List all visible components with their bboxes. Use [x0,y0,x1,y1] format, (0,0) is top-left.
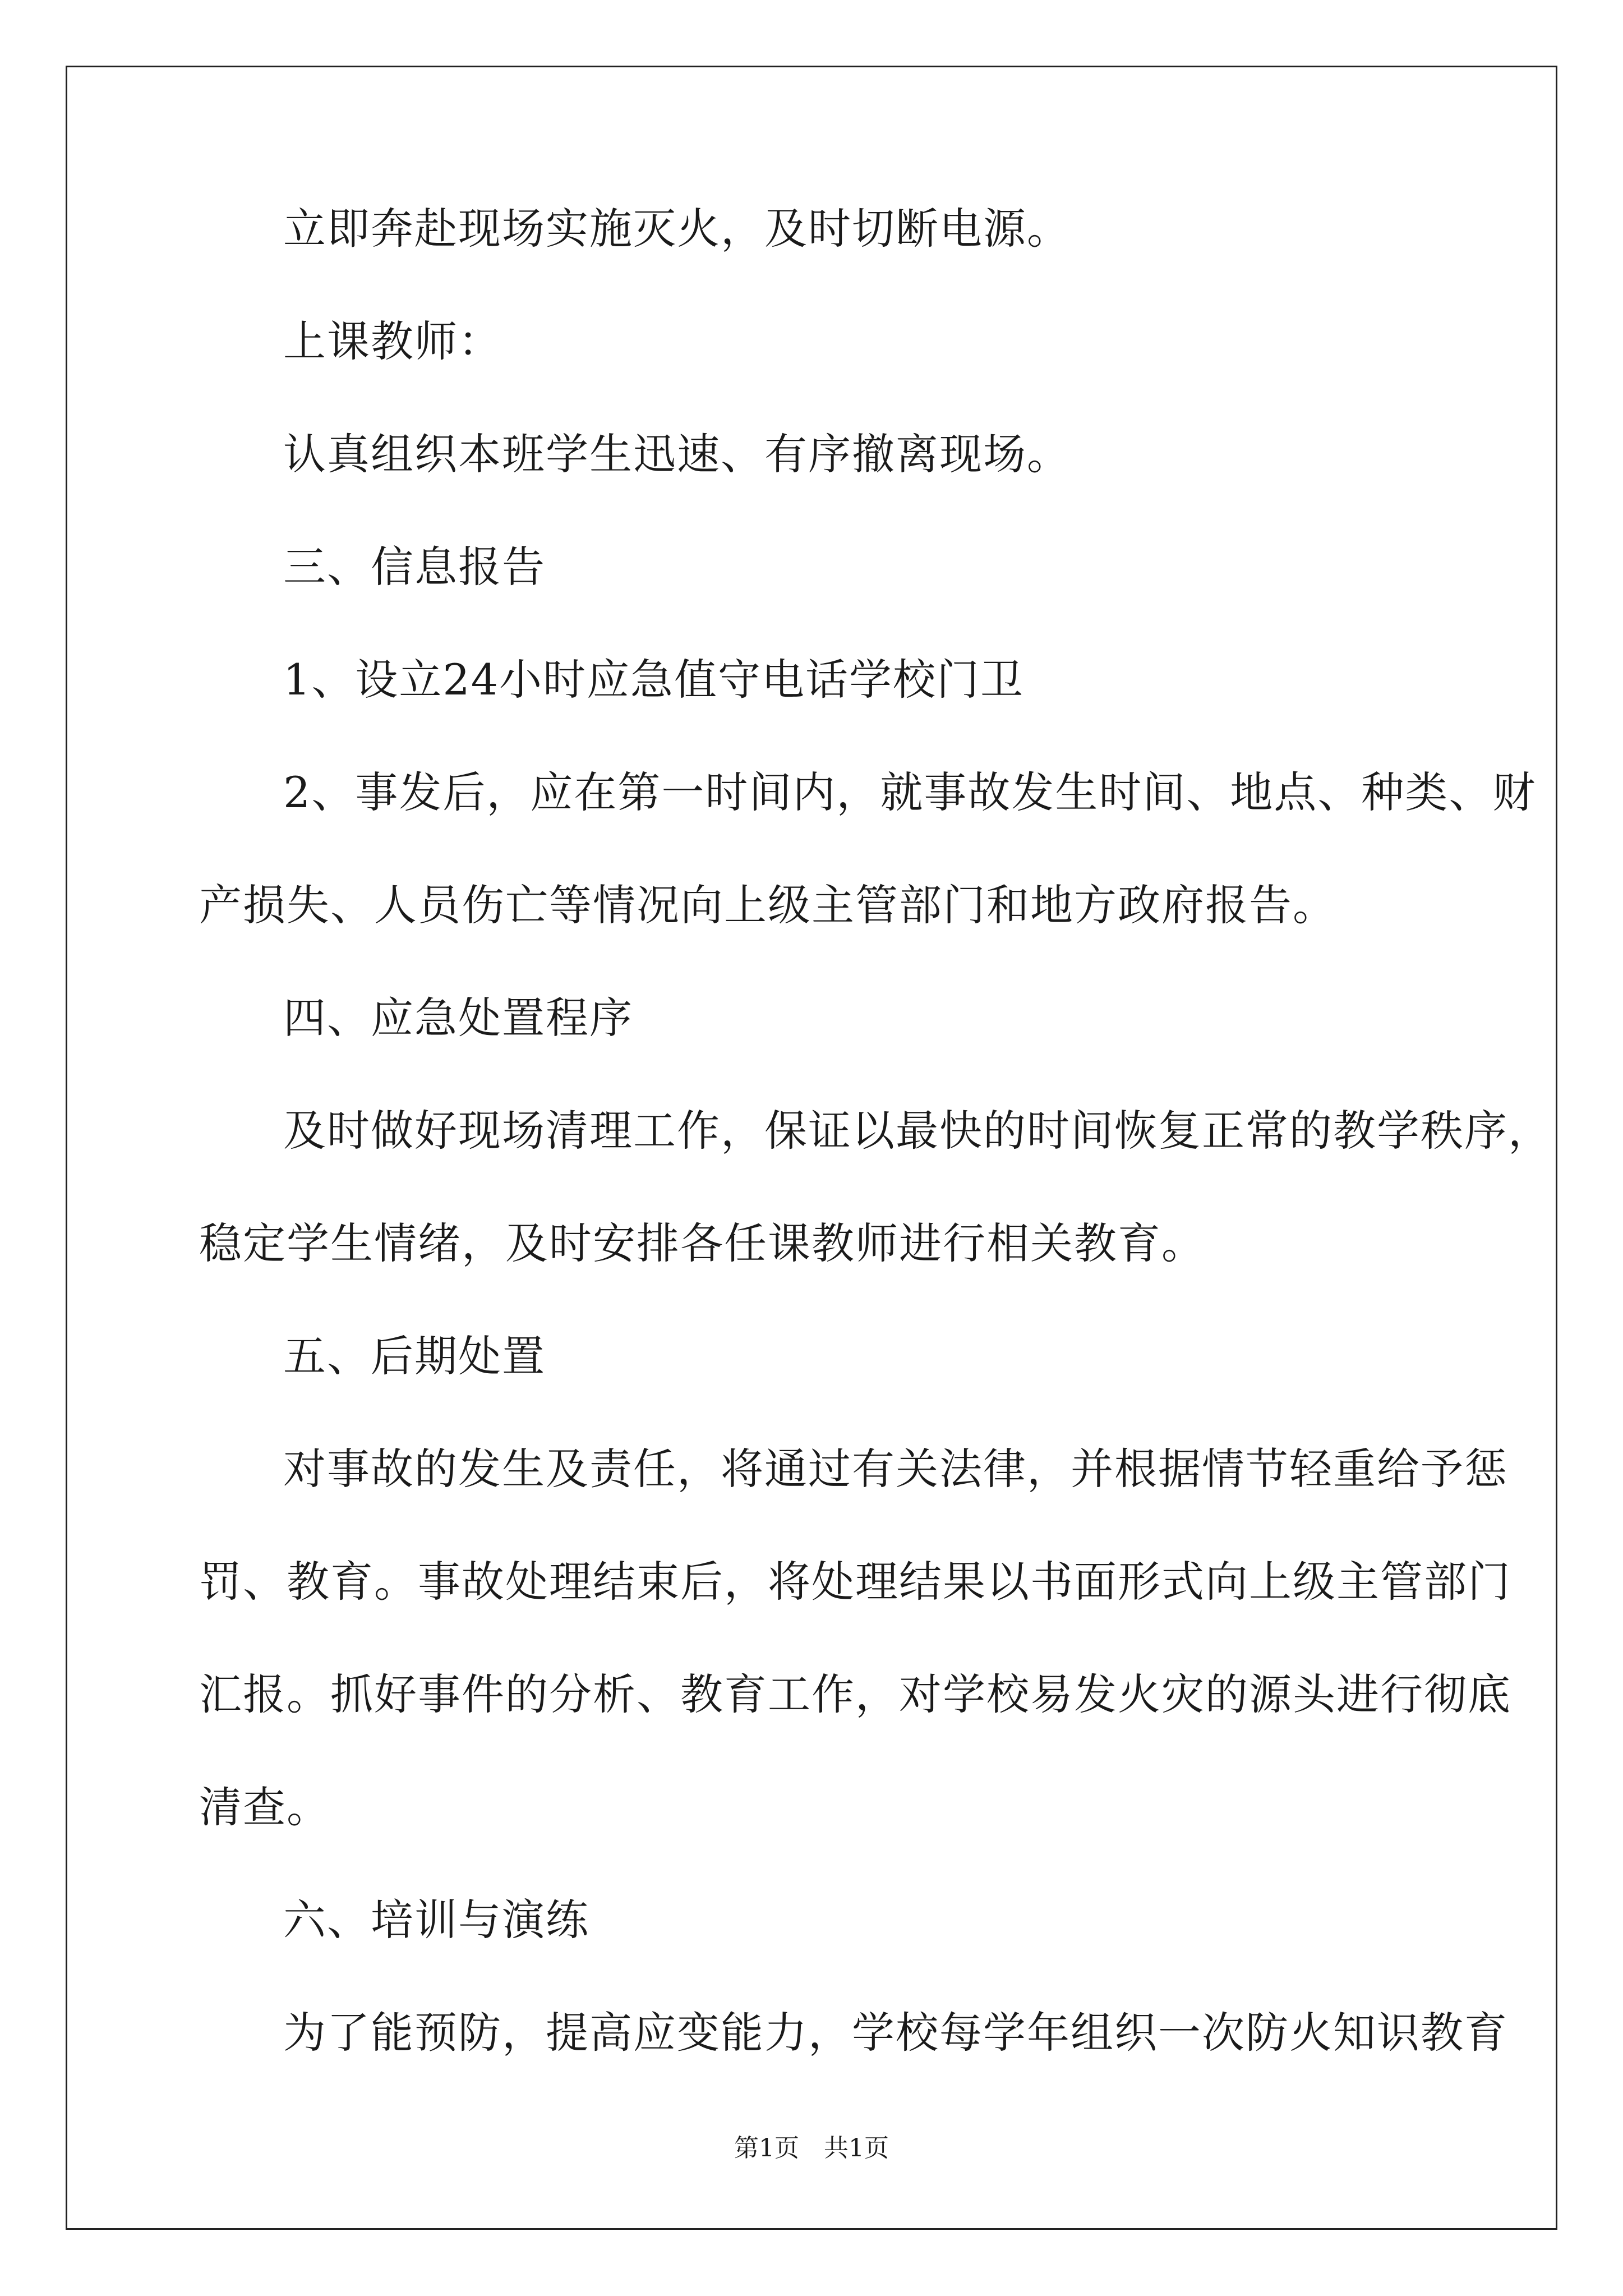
section-heading: 六、培训与演练 [283,1895,589,1945]
paragraph-line: 2、事发后，应在第一时间内，就事故发生时间、地点、种类、财 [283,767,1537,817]
section-heading: 五、后期处置 [283,1331,546,1381]
paragraph-line: 罚、教育。事故处理结束后，将处理结果以书面形式向上级主管部门 [199,1557,1511,1607]
paragraph-line: 1、设立24小时应急值守电话学校门卫 [283,655,1025,705]
paragraph-line: 认真组织本班学生迅速、有序撤离现场。 [283,429,1071,479]
paragraph-line: 产损失、人员伤亡等情况向上级主管部门和地方政府报告。 [199,880,1336,930]
paragraph-line: 立即奔赴现场实施灭火，及时切断电源。 [283,204,1071,254]
paragraph-line: 对事故的发生及责任，将通过有关法律，并根据情节轻重给予惩 [283,1444,1508,1494]
paragraph-line: 上课教师： [283,316,502,366]
paragraph-line: 清查。 [199,1782,330,1832]
section-heading: 三、信息报告 [283,542,546,592]
section-heading: 四、应急处置程序 [283,993,633,1043]
paragraph-line: 汇报。抓好事件的分析、教育工作，对学校易发火灾的源头进行彻底 [199,1669,1511,1719]
paragraph-line: 稳定学生情绪，及时安排各任课教师进行相关教育。 [199,1218,1205,1268]
paragraph-line: 及时做好现场清理工作，保证以最快的时间恢复正常的教学秩序， [283,1106,1552,1156]
paragraph-line: 为了能预防，提高应变能力，学校每学年组织一次防火知识教育 [283,2008,1508,2058]
page-number: 第1页 共1页 [734,2134,889,2162]
